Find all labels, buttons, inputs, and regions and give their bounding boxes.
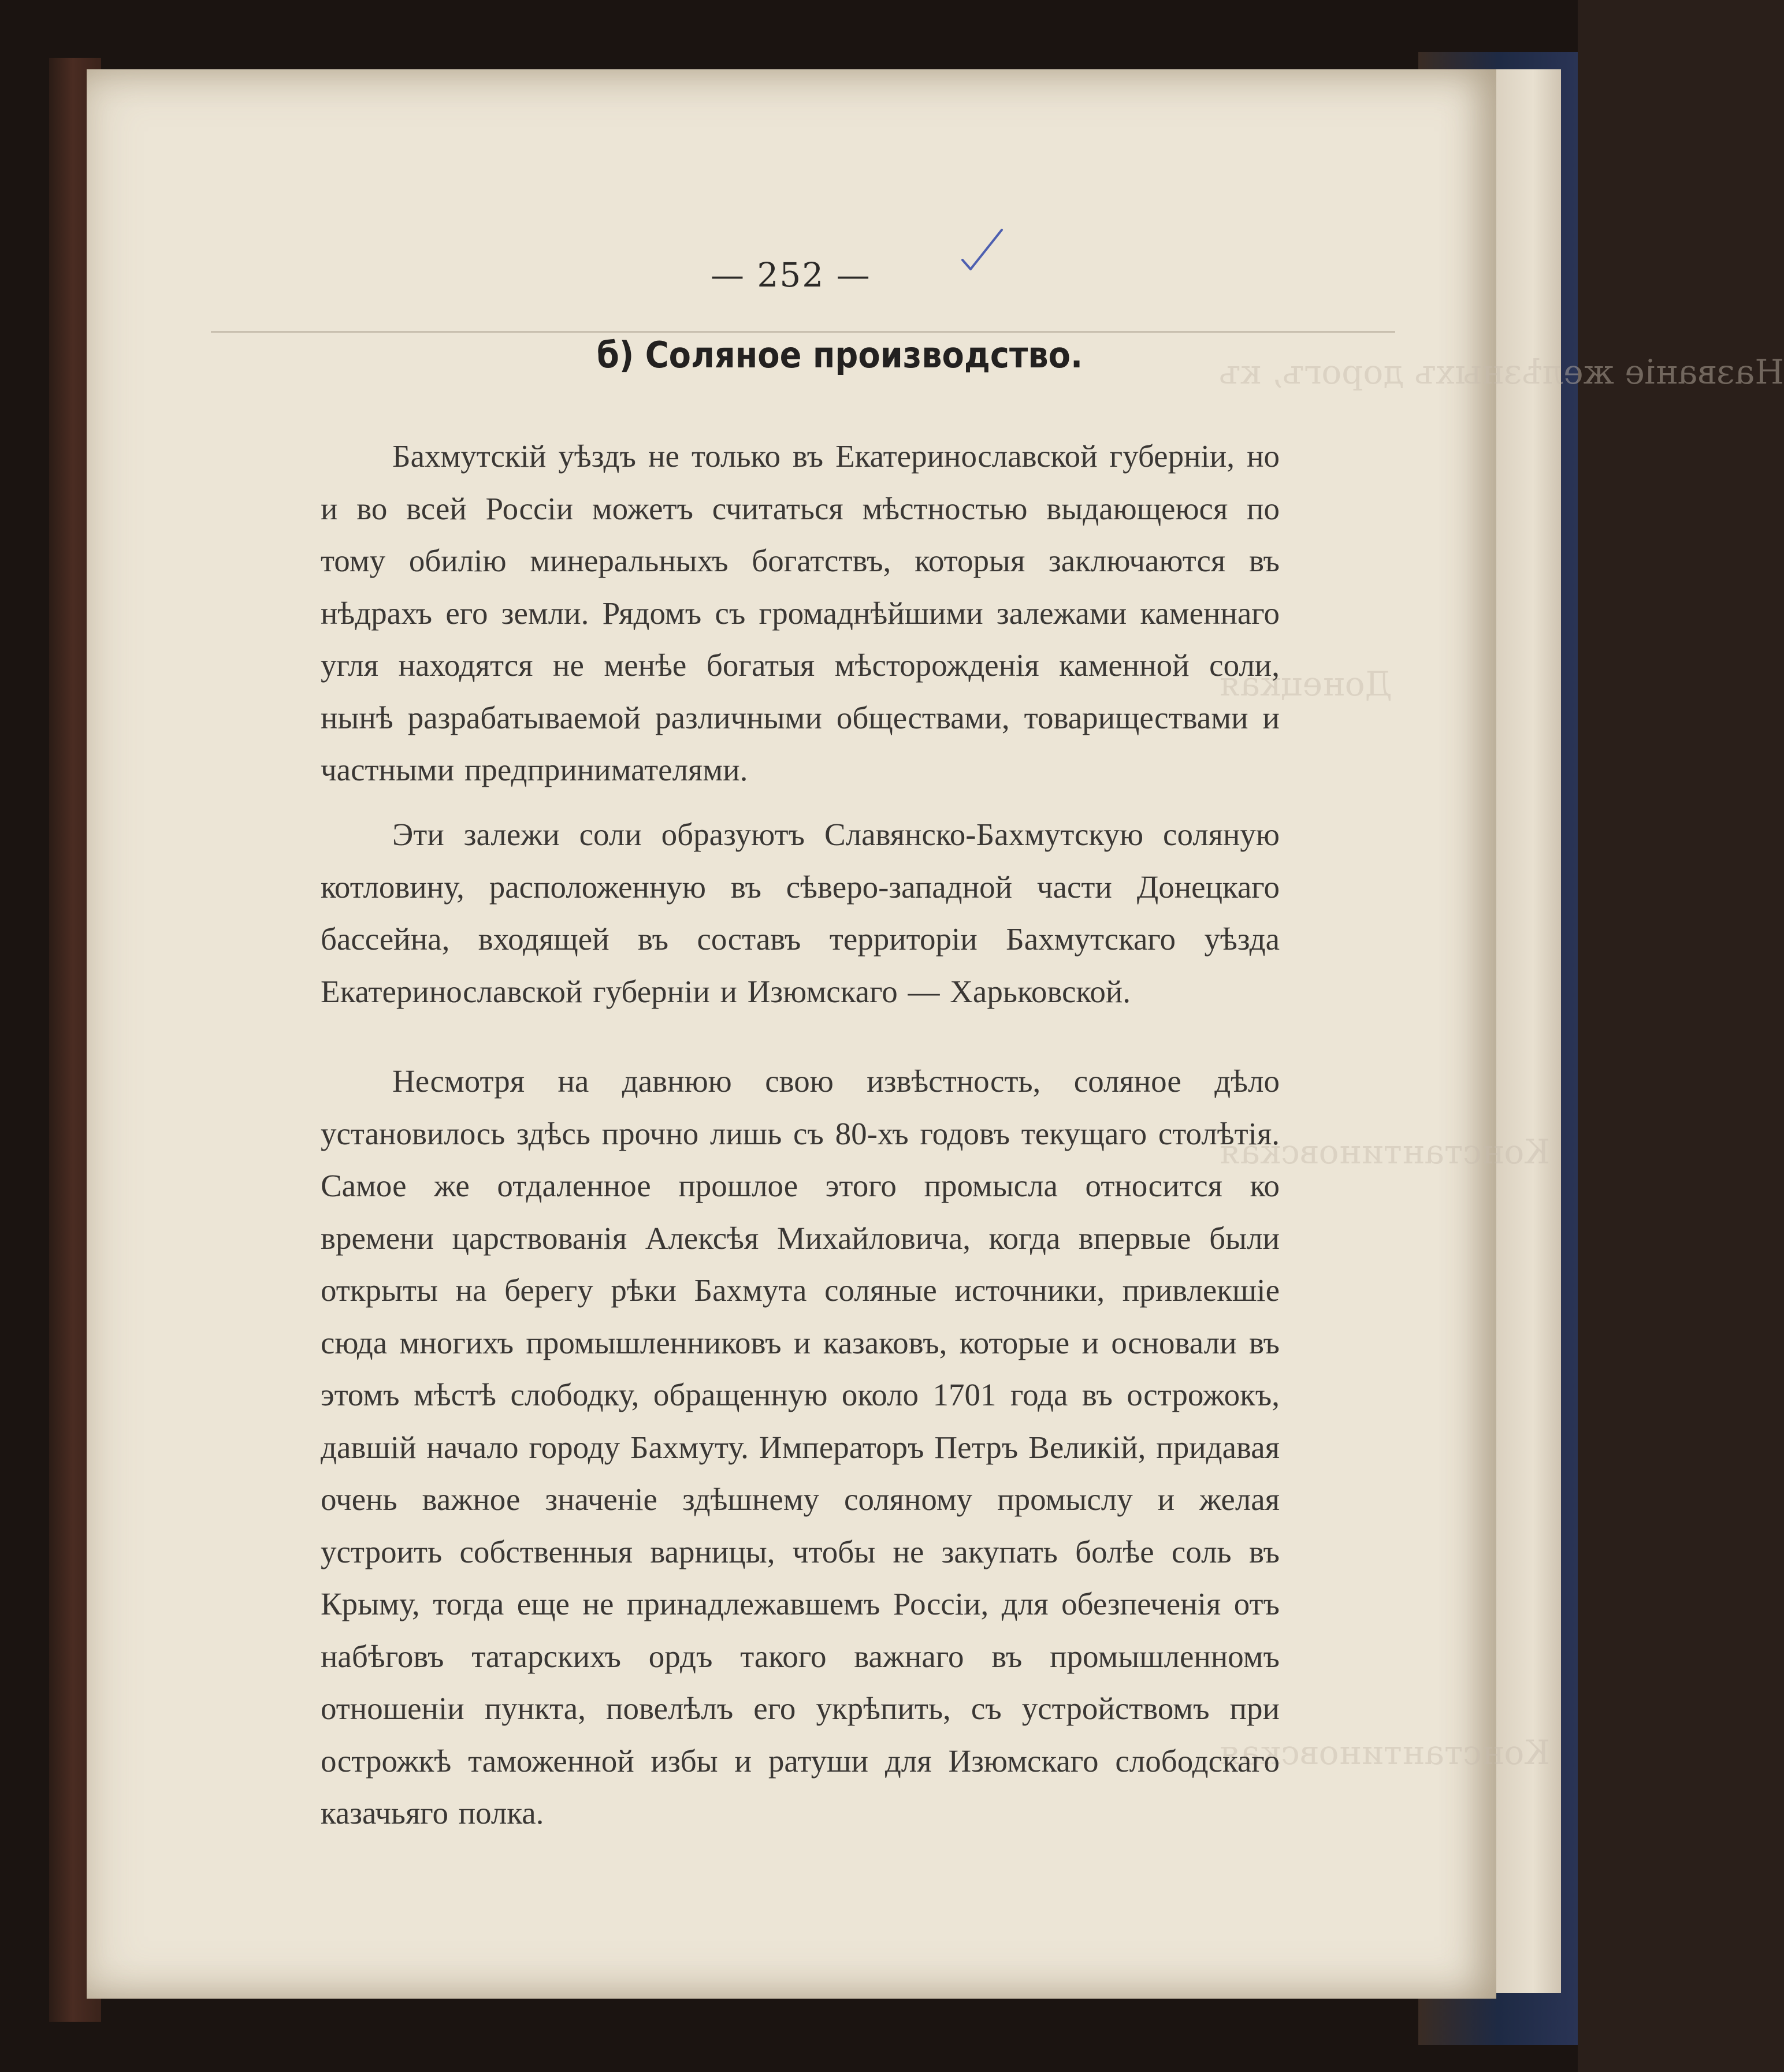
show-through-text: Константиновская (1219, 1733, 1551, 1772)
check-mark-icon (959, 226, 1005, 278)
show-through-text: Донецкая (1219, 664, 1392, 704)
header-rule (211, 331, 1395, 333)
show-through-text: Названіе желѣзныхъ дорогъ, къ (1219, 352, 1784, 392)
paragraph: Эти залежи соли образуютъ Славянско-Бахмутскую соляную котловину, расположенную въ сѣверо-западной части Донецкаго бассейна, входящей въ составъ территоріи Бахмутскаго уѣзда Екатеринославской губерніи и Изюмскаго — Харьковской. (321, 817, 1280, 1009)
paragraph: Бахмутскій уѣздъ не только въ Екатеринославской губерніи, но и во всей Россіи можетъ считаться мѣстностью выдающеюся по тому обилію минеральныхъ богатствъ, которыя заключаются въ нѣдрахъ его земли. Рядомъ съ громаднѣйшими залежами каменнаго угля находятся не менѣе богатыя мѣсторожденія каменной соли, нынѣ разрабатываемой различными обществами, товариществами и частными предпринимателями. (321, 438, 1280, 787)
section-title: б) Соляное производство. (596, 334, 1083, 376)
show-through-text: Константиновская (1219, 1132, 1551, 1171)
page-number: — 252 — (711, 255, 871, 295)
paragraph: Несмотря на давнюю свою извѣстность, соляное дѣло установилось здѣсь прочно лишь съ 80-хъ годовъ текущаго столѣтія. Самое же отдаленное прошлое этого промысла относится ко времени царствованія Алексѣя Михайловича, когда впервые были открыты на берегу рѣки Бахмута соляные источники, привлекшіе сюда многихъ промышленниковъ и казаковъ, которые и основали въ этомъ мѣстѣ слободку, обращенную около 1701 года въ острожокъ, давшій начало городу Бахмуту. Императоръ Петръ Великій, придавая очень важное значеніе здѣшнему соляному промыслу и желая устроить собственныя варницы, чтобы не закупать болѣе соль въ Крыму, тогда еще не принадлежавшемъ Россіи, для обезпеченія отъ набѣговъ татарскихъ ордъ такого важнаго въ промышленномъ отношеніи пункта, повелѣлъ его укрѣпить, съ устройствомъ при острожкѣ таможенной избы и ратуши для Изюмскаго слободскаго казачьяго полка. (321, 1063, 1280, 1831)
